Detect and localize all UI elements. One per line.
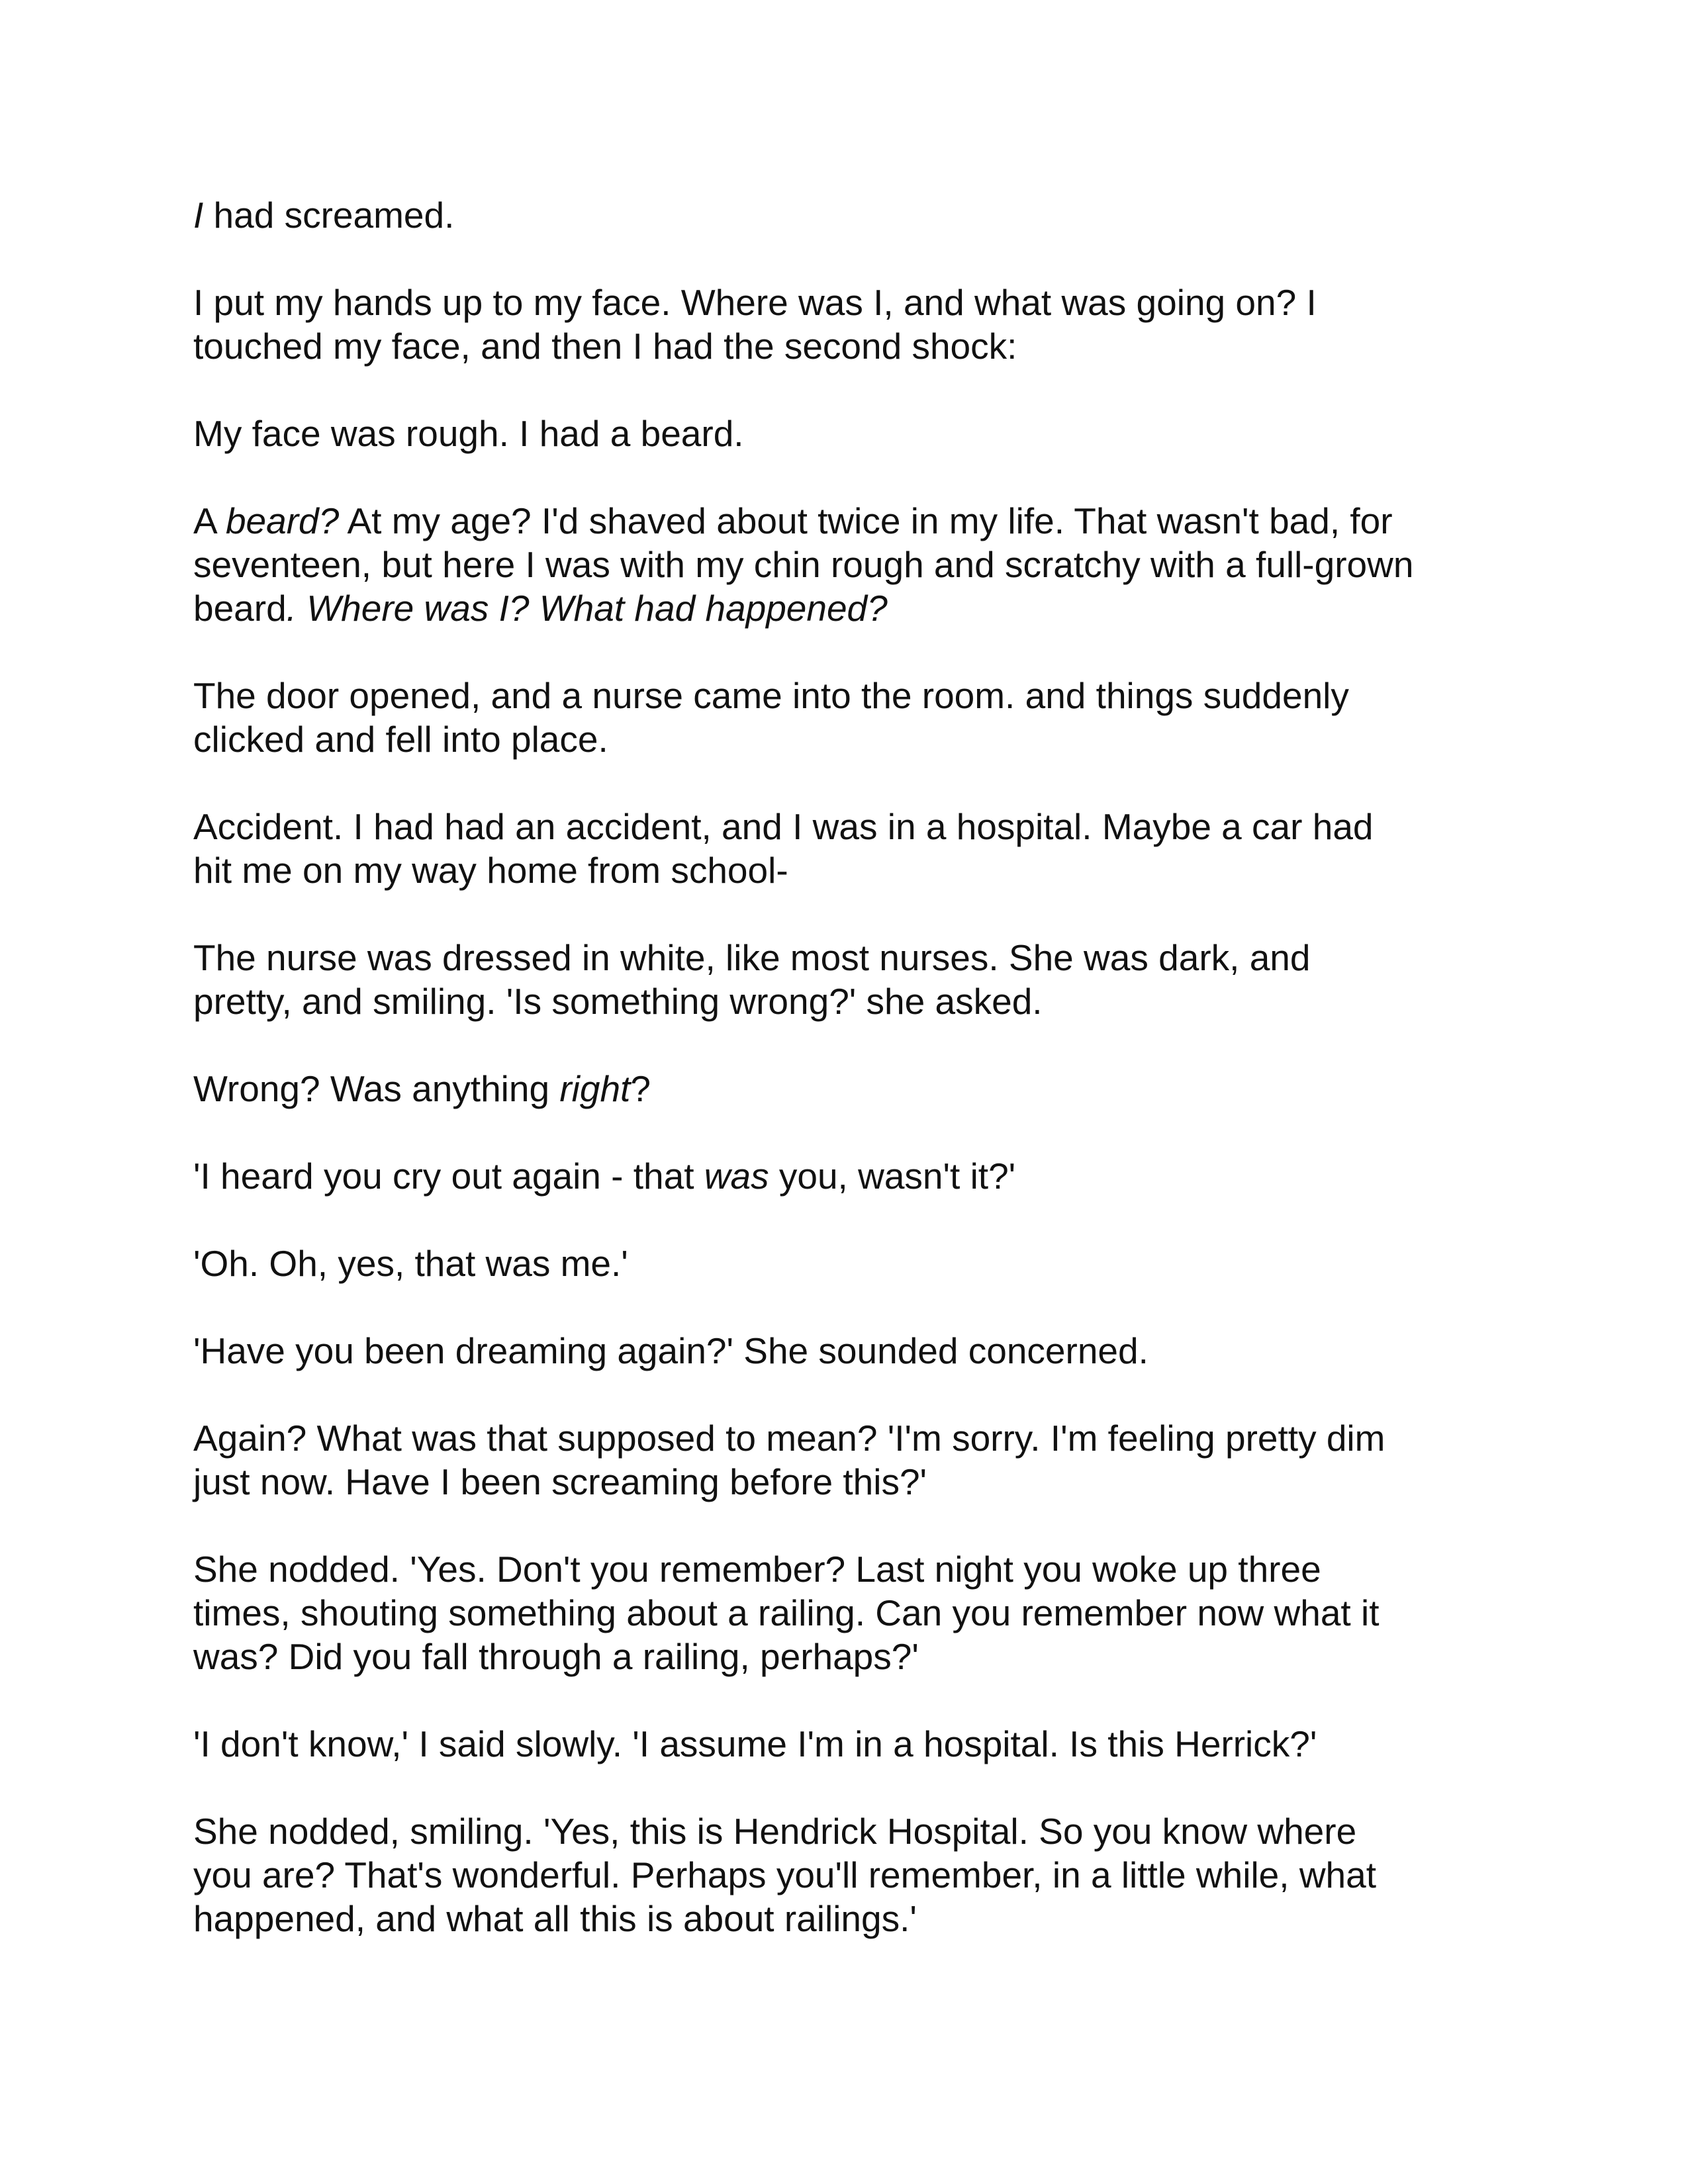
text-run: 'Have you been dreaming again?' She sounded concerned. bbox=[193, 1330, 1149, 1371]
paragraph bbox=[193, 1154, 1504, 1198]
italic-text-run: was bbox=[704, 1156, 769, 1197]
italic-text-run: right bbox=[559, 1068, 631, 1109]
paragraph bbox=[193, 1416, 1504, 1504]
paragraph bbox=[193, 499, 1504, 630]
paragraph bbox=[193, 805, 1504, 892]
text-run: 'I heard you cry out again - that bbox=[193, 1156, 704, 1197]
body-text bbox=[193, 193, 1504, 1984]
text-run: She nodded, smiling. 'Yes, this is Hendrick Hospital. So you know where you are? That's wonderful. Perhaps you'll remember, in a little while, what happened, and what all this is about railings.' bbox=[193, 1811, 1376, 1939]
paragraph bbox=[193, 936, 1504, 1023]
italic-text-run: beard? bbox=[225, 500, 340, 541]
text-run: had screamed. bbox=[203, 195, 455, 236]
text-run: A bbox=[193, 500, 226, 541]
text-run: My face was rough. I had a beard. bbox=[193, 413, 744, 454]
italic-text-run: I bbox=[193, 195, 204, 236]
italic-text-run: . Where was I? What had happened? bbox=[286, 588, 888, 629]
paragraph bbox=[193, 1722, 1504, 1766]
paragraph bbox=[193, 1067, 1504, 1111]
text-run: At my age? I'd shaved about twice in my life. That wasn't bad, for seventeen, but here I was with my chin rough and scratchy with a full-grown beard bbox=[193, 500, 1414, 629]
text-run: The door opened, and a nurse came into the room. and things suddenly clicked and fell into place. bbox=[193, 675, 1349, 760]
paragraph bbox=[193, 193, 1504, 237]
paragraph bbox=[193, 412, 1504, 455]
paragraph bbox=[193, 1242, 1504, 1285]
paragraph bbox=[193, 281, 1504, 368]
text-run: Wrong? Was anything bbox=[193, 1068, 560, 1109]
text-run: ? bbox=[630, 1068, 651, 1109]
paragraph bbox=[193, 674, 1504, 761]
paragraph bbox=[193, 1809, 1504, 1940]
text-run: 'I don't know,' I said slowly. 'I assume I'm in a hospital. Is this Herrick?' bbox=[193, 1723, 1317, 1764]
text-run: Accident. I had had an accident, and I was in a hospital. Maybe a car had hit me on my way home from school- bbox=[193, 806, 1374, 891]
text-run: Again? What was that supposed to mean? 'I'm sorry. I'm feeling pretty dim just now. Have I been screaming before this?' bbox=[193, 1418, 1385, 1502]
text-run: 'Oh. Oh, yes, that was me.' bbox=[193, 1243, 628, 1284]
text-run: The nurse was dressed in white, like most nurses. She was dark, and pretty, and smiling. 'Is something wrong?' she asked. bbox=[193, 937, 1311, 1022]
text-run: I put my hands up to my face. Where was I, and what was going on? I touched my face, and then I had the second shock: bbox=[193, 282, 1317, 367]
paragraph bbox=[193, 1329, 1504, 1373]
text-run: She nodded. 'Yes. Don't you remember? Last night you woke up three times, shouting something about a railing. Can you remember now what it was? Did you fall through a railing, perhaps?' bbox=[193, 1549, 1380, 1677]
text-run: you, wasn't it?' bbox=[769, 1156, 1016, 1197]
paragraph bbox=[193, 1547, 1504, 1678]
